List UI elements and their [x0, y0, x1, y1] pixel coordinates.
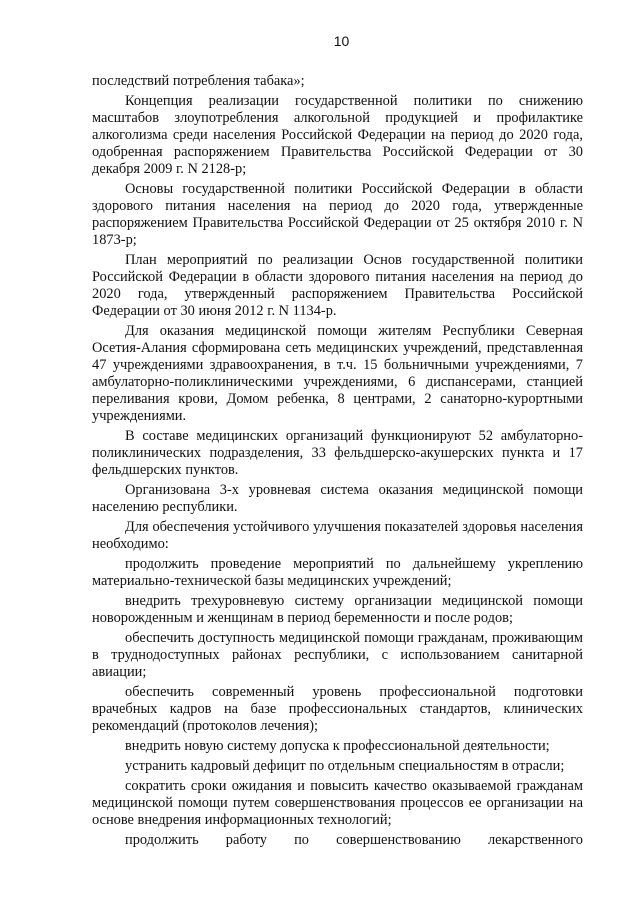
paragraph: Концепция реализации государственной политики по снижению масштабов злоупотребления алкогольной продукцией и профилактике алкоголизма среди населения Российской Федерации на период до 2020 года, одобренная распоряжением Правительства Российской Федерации от 30 декабря 2009 г. N 2128-р; — [92, 93, 583, 177]
paragraph: внедрить новую систему допуска к профессиональной деятельности; — [125, 738, 550, 754]
paragraph: План мероприятий по реализации Основ государственной политики Российской Федерации в области здорового питания населения на период до 2020 года, утвержденный распоряжением Правительства Российской Федерации от 30 июня 2012 г. N 1134-р. — [92, 252, 583, 319]
paragraph: В составе медицинских организаций функционируют 52 амбулаторно-поликлинических подразделения, 33 фельдшерско-акушерских пункта и 17 фельдшерских пунктов. — [92, 428, 583, 478]
paragraph: продолжить работу по совершенствованию лекарственного — [125, 832, 583, 848]
paragraph: внедрить трехуровневую систему организации медицинской помощи новорожденным и женщинам в период беременности и после родов; — [92, 593, 583, 626]
paragraph: Организована 3-х уровневая система оказания медицинской помощи населению республики. — [92, 482, 583, 515]
paragraph: Для оказания медицинской помощи жителям Республики Северная Осетия-Алания сформирована сеть медицинских учреждений, представленная 47 учреждениями здравоохранения, в т.ч. 15 больничными учреждениями, 7 амбулаторно-поликлиническими учреждениями, 6 диспансерами, станцией переливания крови, Домом ребенка, 8 центрами, 2 санаторно-курортными учреждениями. — [92, 323, 583, 424]
paragraph: продолжить проведение мероприятий по дальнейшему укреплению материально-технической базы медицинских учреждений; — [92, 556, 583, 589]
paragraph: последствий потребления табака»; — [92, 73, 305, 89]
paragraph: обеспечить современный уровень профессиональной подготовки врачебных кадров на базе профессиональных стандартов, клинических рекомендаций (протоколов лечения); — [92, 684, 583, 734]
paragraph: сократить сроки ожидания и повысить качество оказываемой гражданам медицинской помощи путем совершенствования процессов ее организации на основе внедрения информационных технологий; — [92, 778, 583, 828]
paragraph: Для обеспечения устойчивого улучшения показателей здоровья населения необходимо: — [92, 519, 583, 552]
page-number: 10 — [333, 33, 350, 49]
paragraph: устранить кадровый дефицит по отдельным специальностям в отрасли; — [125, 758, 565, 774]
paragraph: обеспечить доступность медицинской помощи гражданам, проживающим в труднодоступных районах республики, с использованием санитарной авиации; — [92, 630, 583, 680]
body-text — [92, 73, 583, 849]
paragraph: Основы государственной политики Российской Федерации в области здорового питания населения на период до 2020 года, утвержденные распоряжением Правительства Российской Федерации от 25 октября 2010 г. N 1873-р; — [92, 181, 583, 248]
